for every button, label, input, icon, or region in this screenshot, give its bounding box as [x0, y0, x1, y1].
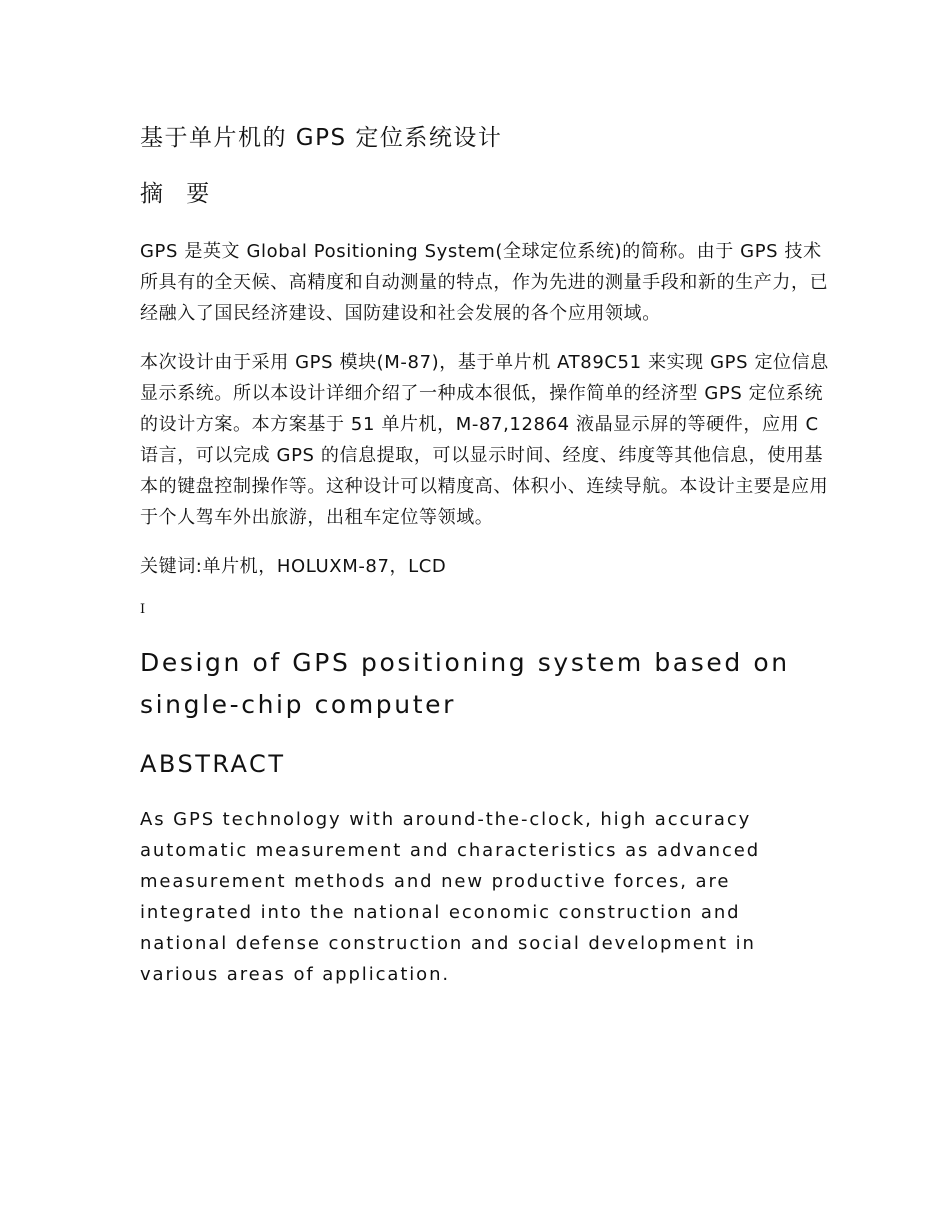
document-page: [140, 118, 830, 990]
page-number: I: [140, 602, 146, 617]
english-title: Design of GPS positioning system based on single-chip computer: [140, 648, 790, 719]
english-abstract-heading: ABSTRACT: [140, 750, 286, 778]
chinese-title: 基于单片机的 GPS 定位系统设计: [140, 125, 503, 151]
english-abstract-paragraph: As GPS technology with around-the-clock, high accuracy automatic measurement and characteristics as advanced measurement methods and new productive forces, are integrated into the national economic construction and national defense construction and social development in various areas of application.: [140, 809, 761, 985]
chinese-keywords: 关键词:单片机，HOLUXM-87，LCD: [140, 556, 447, 577]
chinese-abstract-paragraph-2: 本次设计由于采用 GPS 模块(M-87)，基于单片机 AT89C51 来实现 GPS 定位信息显示系统。所以本设计详细介绍了一种成本很低，操作简单的经济型 GPS 定位系统的设计方案。本方案基于 51 单片机，M-87,12864 液晶显示屏的等硬件，应用 C 语言，可以完成 GPS 的信息提取，可以显示时间、经度、纬度等其他信息，使用基本的键盘控制操作等。这种设计可以精度高、体积小、连续导航。本设计主要是应用于个人驾车外出旅游，出租车定位等领域。: [140, 352, 829, 528]
chinese-abstract-heading: 摘 要: [140, 181, 218, 207]
chinese-abstract-paragraph-1: GPS 是英文 Global Positioning System(全球定位系统)的简称。由于 GPS 技术所具有的全天候、高精度和自动测量的特点，作为先进的测量手段和新的生产力，已经融入了国民经济建设、国防建设和社会发展的各个应用领域。: [140, 241, 829, 324]
